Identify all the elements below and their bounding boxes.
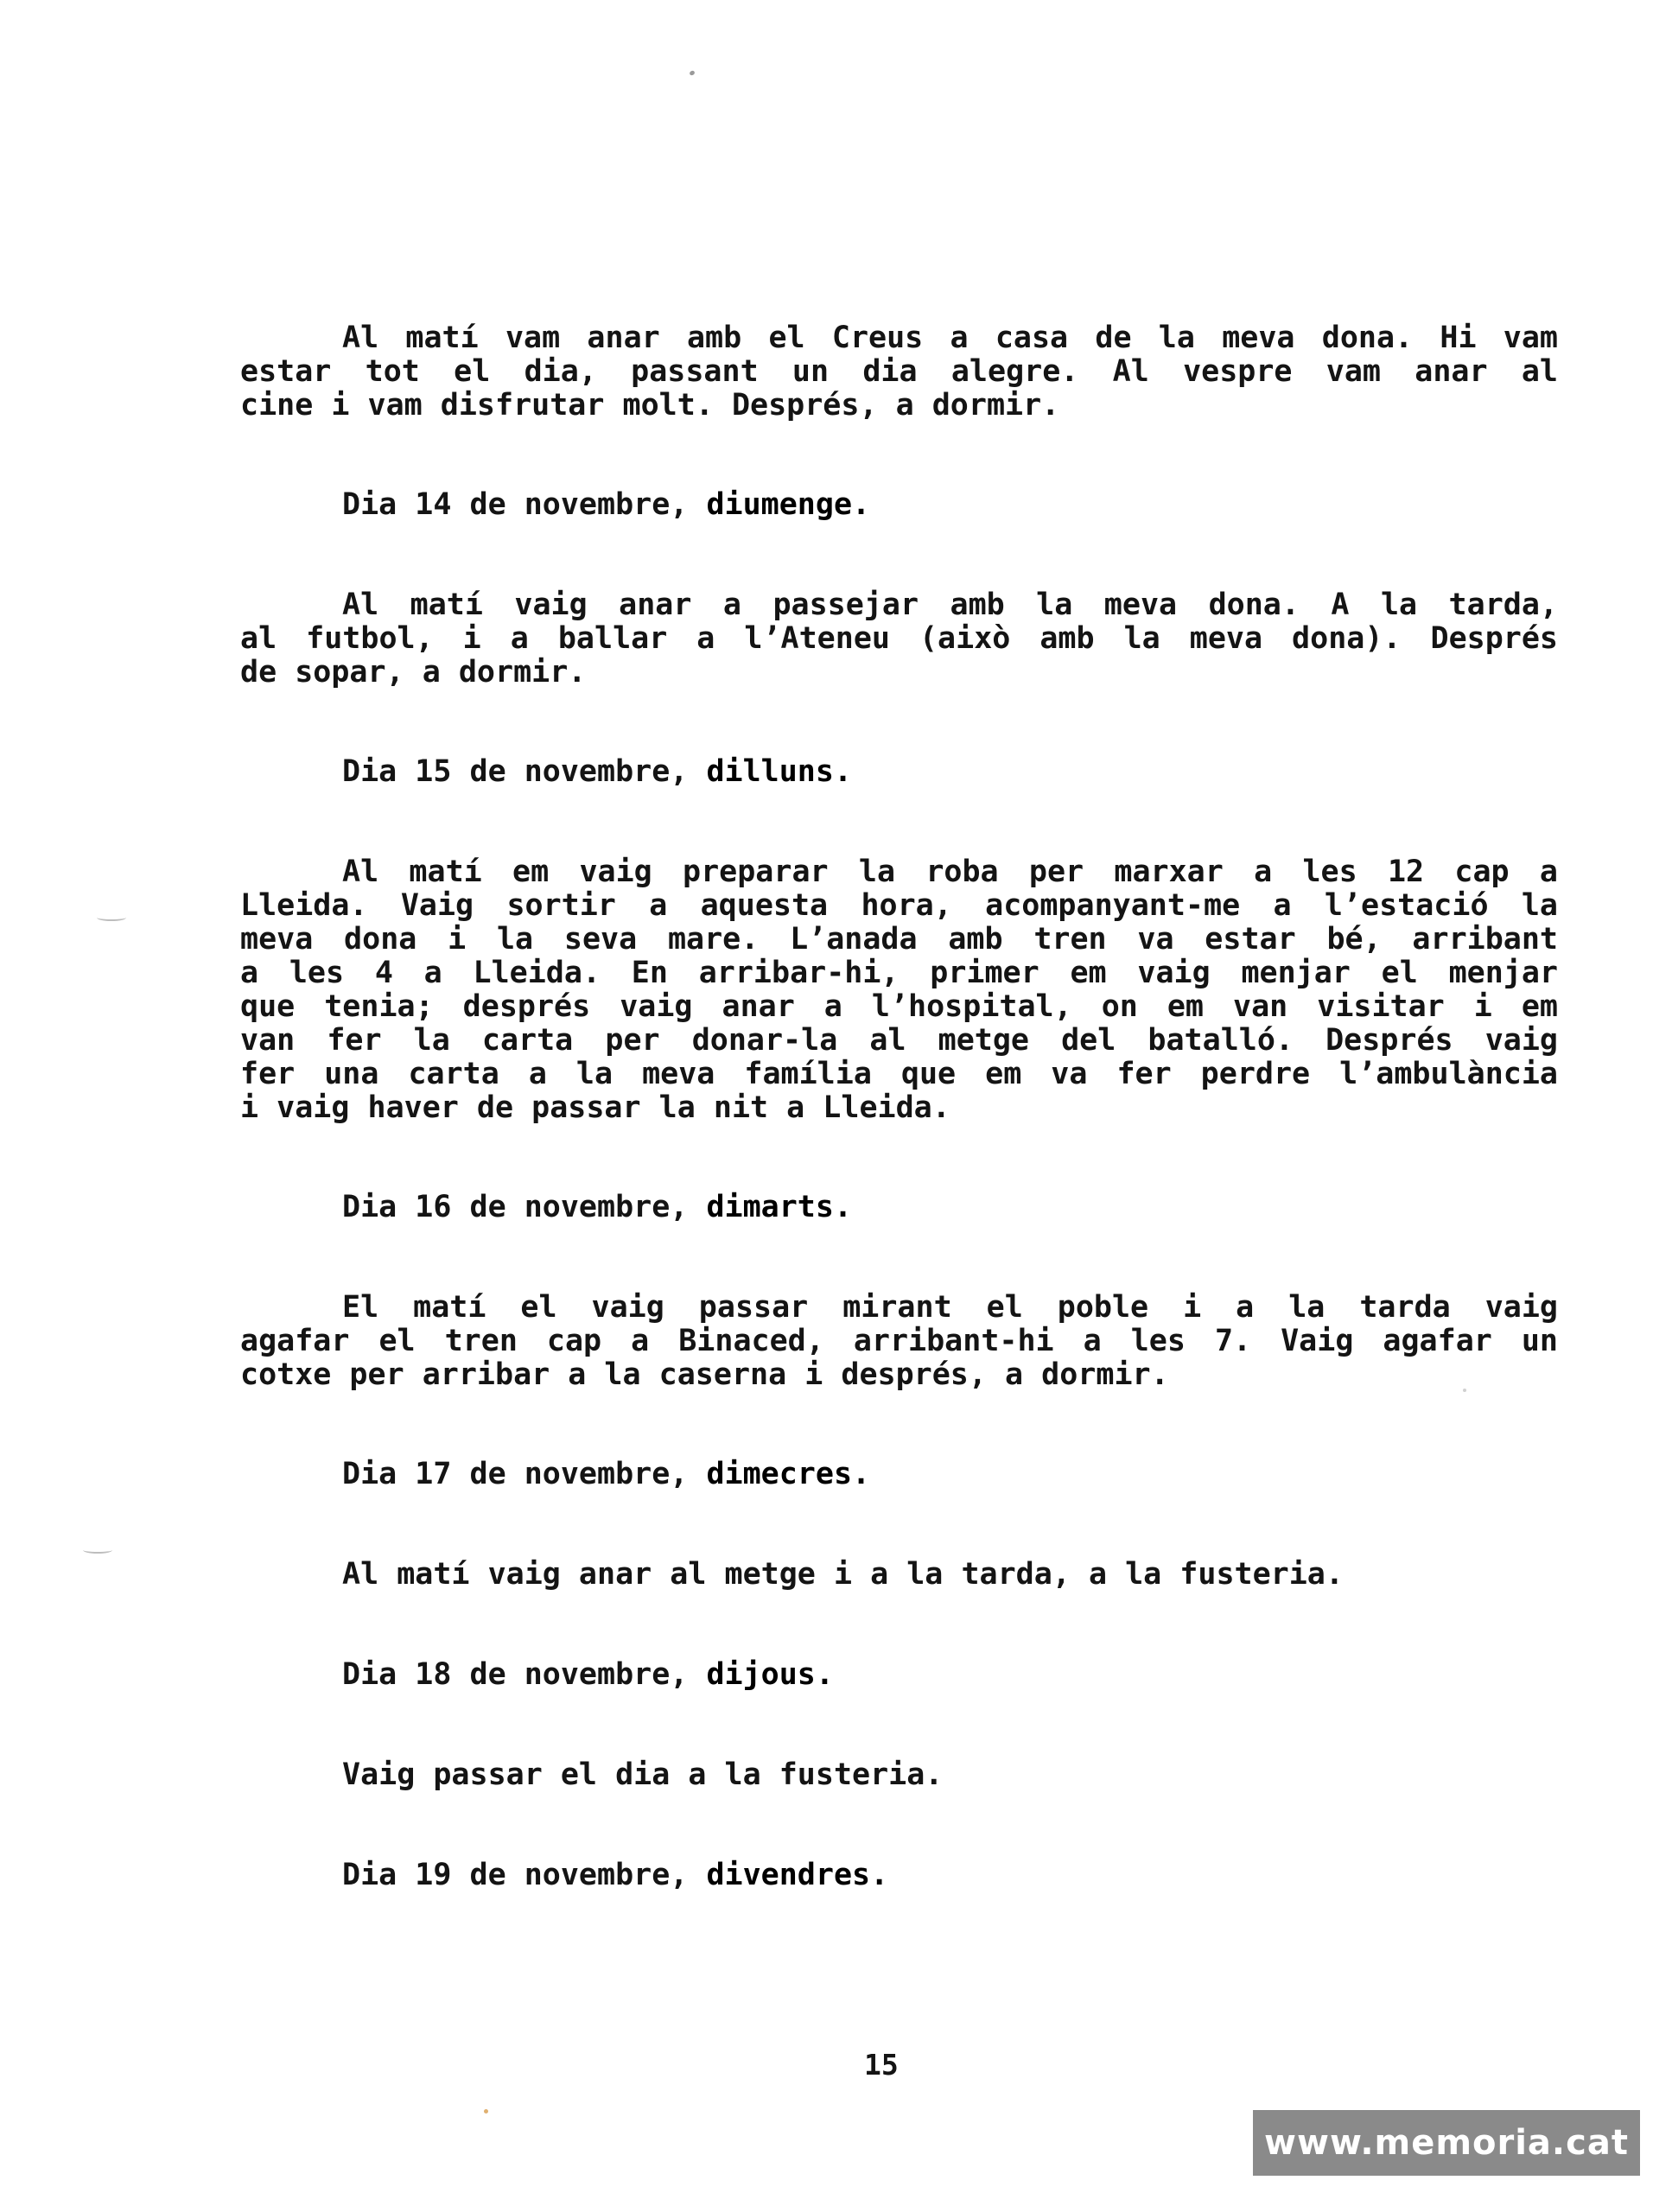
text-line: meva dona i la seva mare. L’anada amb tren va estar bé, arribant [240, 922, 1558, 957]
text-line: Al matí em vaig preparar la roba per marxar a les 12 cap a [342, 855, 1558, 889]
text-line: fer una carta a la meva família que em va fer perdre l’ambulància [240, 1057, 1558, 1091]
text-line: Al matí vaig anar al metge i a la tarda, a la fusteria. [342, 1557, 1344, 1592]
diary-date-heading [240, 1859, 1558, 1892]
page-number: 15 [864, 2048, 899, 2082]
heading-date: Dia 17 de novembre, [342, 1457, 689, 1491]
heading-date: Dia 14 de novembre, [342, 487, 689, 522]
heading-weekday: dijous. [706, 1657, 834, 1692]
text-line: i vaig haver de passar la nit a Lleida. [240, 1090, 950, 1125]
scan-margin-mark [83, 1547, 112, 1554]
scan-speck [689, 70, 696, 76]
text-line: Vaig passar el dia a la fusteria. [342, 1758, 944, 1792]
heading-date: Dia 19 de novembre, [342, 1858, 689, 1892]
text-line: Al matí vaig anar a passejar amb la meva dona. A la tarda, [342, 588, 1558, 622]
text-line: al futbol, i a ballar a l’Ateneu (això amb la meva dona). Després [240, 621, 1558, 656]
diary-date-heading [240, 488, 1558, 522]
diary-content [240, 321, 1558, 1892]
diary-paragraph [240, 1758, 1558, 1792]
diary-paragraph [240, 1291, 1558, 1392]
heading-weekday: dimarts. [706, 1190, 853, 1224]
heading-date: Dia 18 de novembre, [342, 1657, 689, 1692]
heading-weekday: dilluns. [706, 754, 853, 789]
heading-weekday: divendres. [706, 1858, 889, 1892]
diary-date-heading [240, 1658, 1558, 1692]
text-line: agafar el tren cap a Binaced, arribant-hi a les 7. Vaig agafar un [240, 1324, 1558, 1358]
scan-speck [484, 2109, 488, 2113]
text-line: a les 4 a Lleida. En arribar-hi, primer em vaig menjar el menjar [240, 956, 1558, 990]
text-line: Al matí vam anar amb el Creus a casa de la meva dona. Hi vam [342, 321, 1558, 355]
text-line: que tenia; després vaig anar a l’hospital, on em van visitar i em [240, 989, 1558, 1024]
diary-paragraph [240, 321, 1558, 423]
scan-margin-mark [97, 914, 126, 921]
heading-date: Dia 15 de novembre, [342, 754, 689, 789]
text-line: de sopar, a dormir. [240, 655, 587, 690]
text-line: estar tot el dia, passant un dia alegre. Al vespre vam anar al [240, 354, 1558, 389]
diary-paragraph [240, 855, 1558, 1125]
heading-weekday: diumenge. [706, 487, 871, 522]
diary-paragraph [240, 588, 1558, 690]
heading-weekday: dimecres. [706, 1457, 871, 1491]
diary-paragraph [240, 1558, 1558, 1592]
text-line: El matí el vaig passar mirant el poble i a la tarda vaig [342, 1290, 1558, 1325]
diary-date-heading [240, 755, 1558, 789]
text-line: cine i vam disfrutar molt. Després, a dormir. [240, 388, 1060, 423]
diary-date-heading [240, 1191, 1558, 1224]
heading-date: Dia 16 de novembre, [342, 1190, 689, 1224]
text-line: cotxe per arribar a la caserna i després, a dormir. [240, 1357, 1169, 1392]
text-line: Lleida. Vaig sortir a aquesta hora, acompanyant-me a l’estació la [240, 888, 1558, 923]
watermark-badge: www.memoria.cat [1253, 2110, 1640, 2176]
text-line: van fer la carta per donar-la al metge del batalló. Després vaig [240, 1023, 1558, 1058]
diary-date-heading [240, 1458, 1558, 1491]
